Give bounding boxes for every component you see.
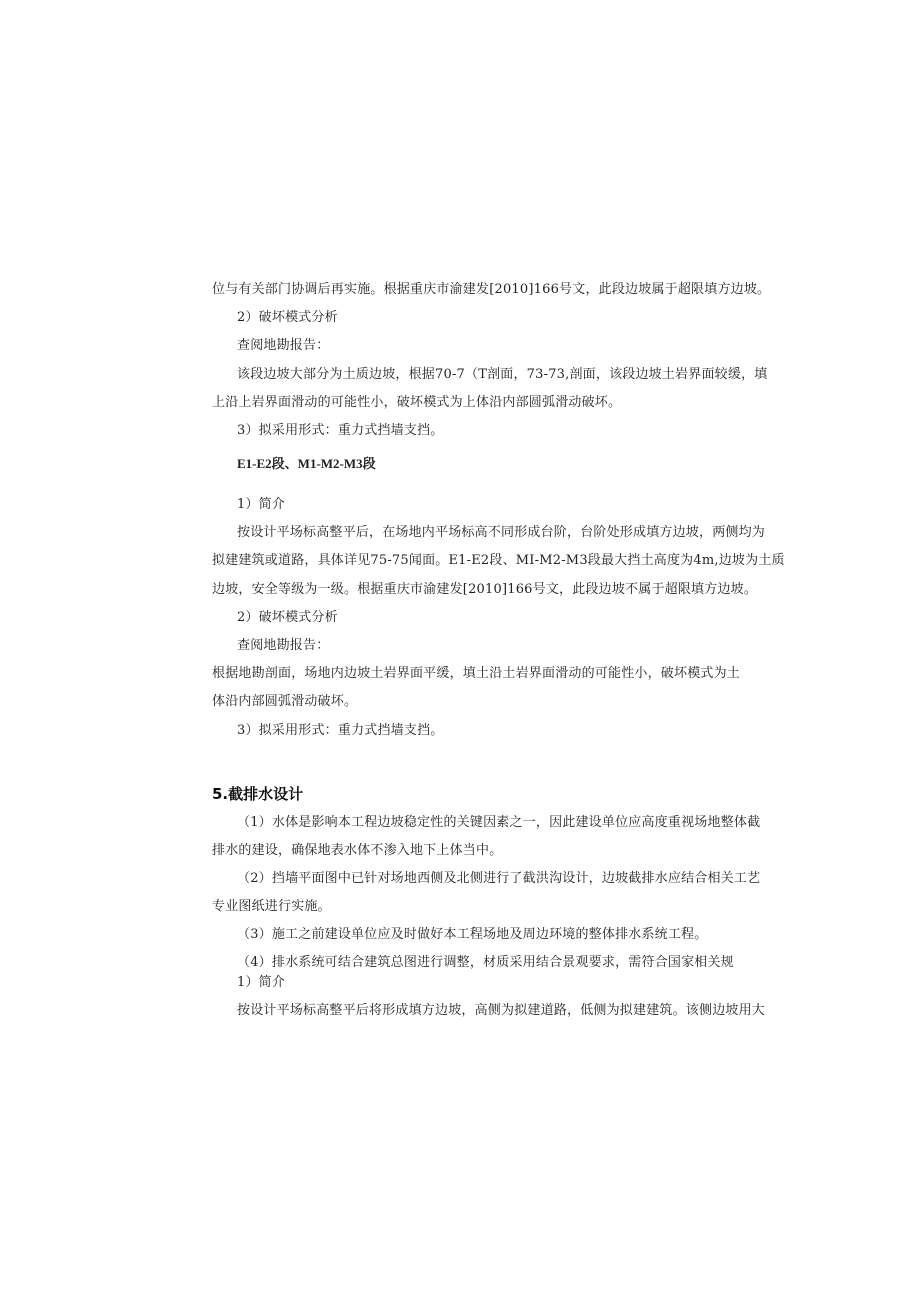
analysis-text-line: 体沿内部圆弧滑动破坏。 <box>212 694 358 709</box>
intro-text-line: 按设计平场标高整平后，在场地内平场标高不同形成台阶，台阶处形成填方边坡，两侧均为 <box>237 525 766 540</box>
section-title: 5.截排水设计 <box>212 785 304 803</box>
analysis-text-line: 上沿上岩界面滑动的可能性小，破坏模式为上体沿内部圆弧滑动破坏。 <box>212 395 622 410</box>
drainage-paragraph-line: （2）挡墙平面图中已针对场地西侧及北侧进行了截洪沟设计，边坡截排水应结合相关工艺 <box>237 871 761 886</box>
survey-report-label: 查阅地勘报告： <box>237 338 330 353</box>
drainage-paragraph-line: （3）施工之前建设单位应及时做好本工程场地及周边环境的整体排水系统工程。 <box>237 927 708 942</box>
failure-mode-heading: 2）破坏模式分析 <box>237 310 338 325</box>
intro-text-line: 按设计平场标高整平后将形成填方边坡，高侧为拟建道路，低侧为拟建建筑。该侧边坡用大 <box>237 1003 766 1018</box>
intro-text-line: 拟建建筑或道路，具体详见75-75闻面。E1-E2段、MI-M2-M3段最大挡土高度为4m,边坡为土质 <box>212 553 785 568</box>
analysis-text-line: 该段边坡大部分为土质边坡，根据70-7（T剖面，73-73,剖面，该段边坡土岩界面较缓，填 <box>237 367 768 382</box>
intro-heading: 1）简介 <box>237 497 286 512</box>
drainage-paragraph-line: （4）排水系统可结合建筑总图进行调整，材质采用结合景观要求，需符合国家相关规 <box>237 955 734 970</box>
survey-report-label: 查阅地勘报告： <box>237 638 330 653</box>
support-form-text: 3）拟采用形式：重力式挡墙支挡。 <box>237 723 444 738</box>
intro-heading: 1）简介 <box>237 975 286 990</box>
drainage-paragraph-line: （1）水体是影响本工程边坡稳定性的关键因素之一，因此建设单位应高度重视场地整体截 <box>237 815 761 830</box>
drainage-paragraph-line: 专业图纸进行实施。 <box>212 899 331 914</box>
segment-heading: E1-E2段、M1-M2-M3段 <box>237 456 376 471</box>
failure-mode-heading: 2）破坏模式分析 <box>237 610 338 625</box>
paragraph-continuation: 位与有关部门协调后再实施。根据重庆市渝建发[2010]166号文，此段边坡属于超限填方边坡。 <box>212 282 771 297</box>
intro-text-line: 边坡，安全等级为一级。根据重庆市渝建发[2010]166号文，此段边坡不属于超限填方边坡。 <box>212 582 758 597</box>
support-form-text: 3）拟采用形式：重力式挡墙支挡。 <box>237 423 444 438</box>
analysis-text-line: 根据地勘剖面，场地内边坡土岩界面平缓，填土沿土岩界面滑动的可能性小，破坏模式为土 <box>212 666 741 681</box>
drainage-paragraph-line: 排水的建设，确保地表水体不渗入地下上体当中。 <box>212 843 503 858</box>
